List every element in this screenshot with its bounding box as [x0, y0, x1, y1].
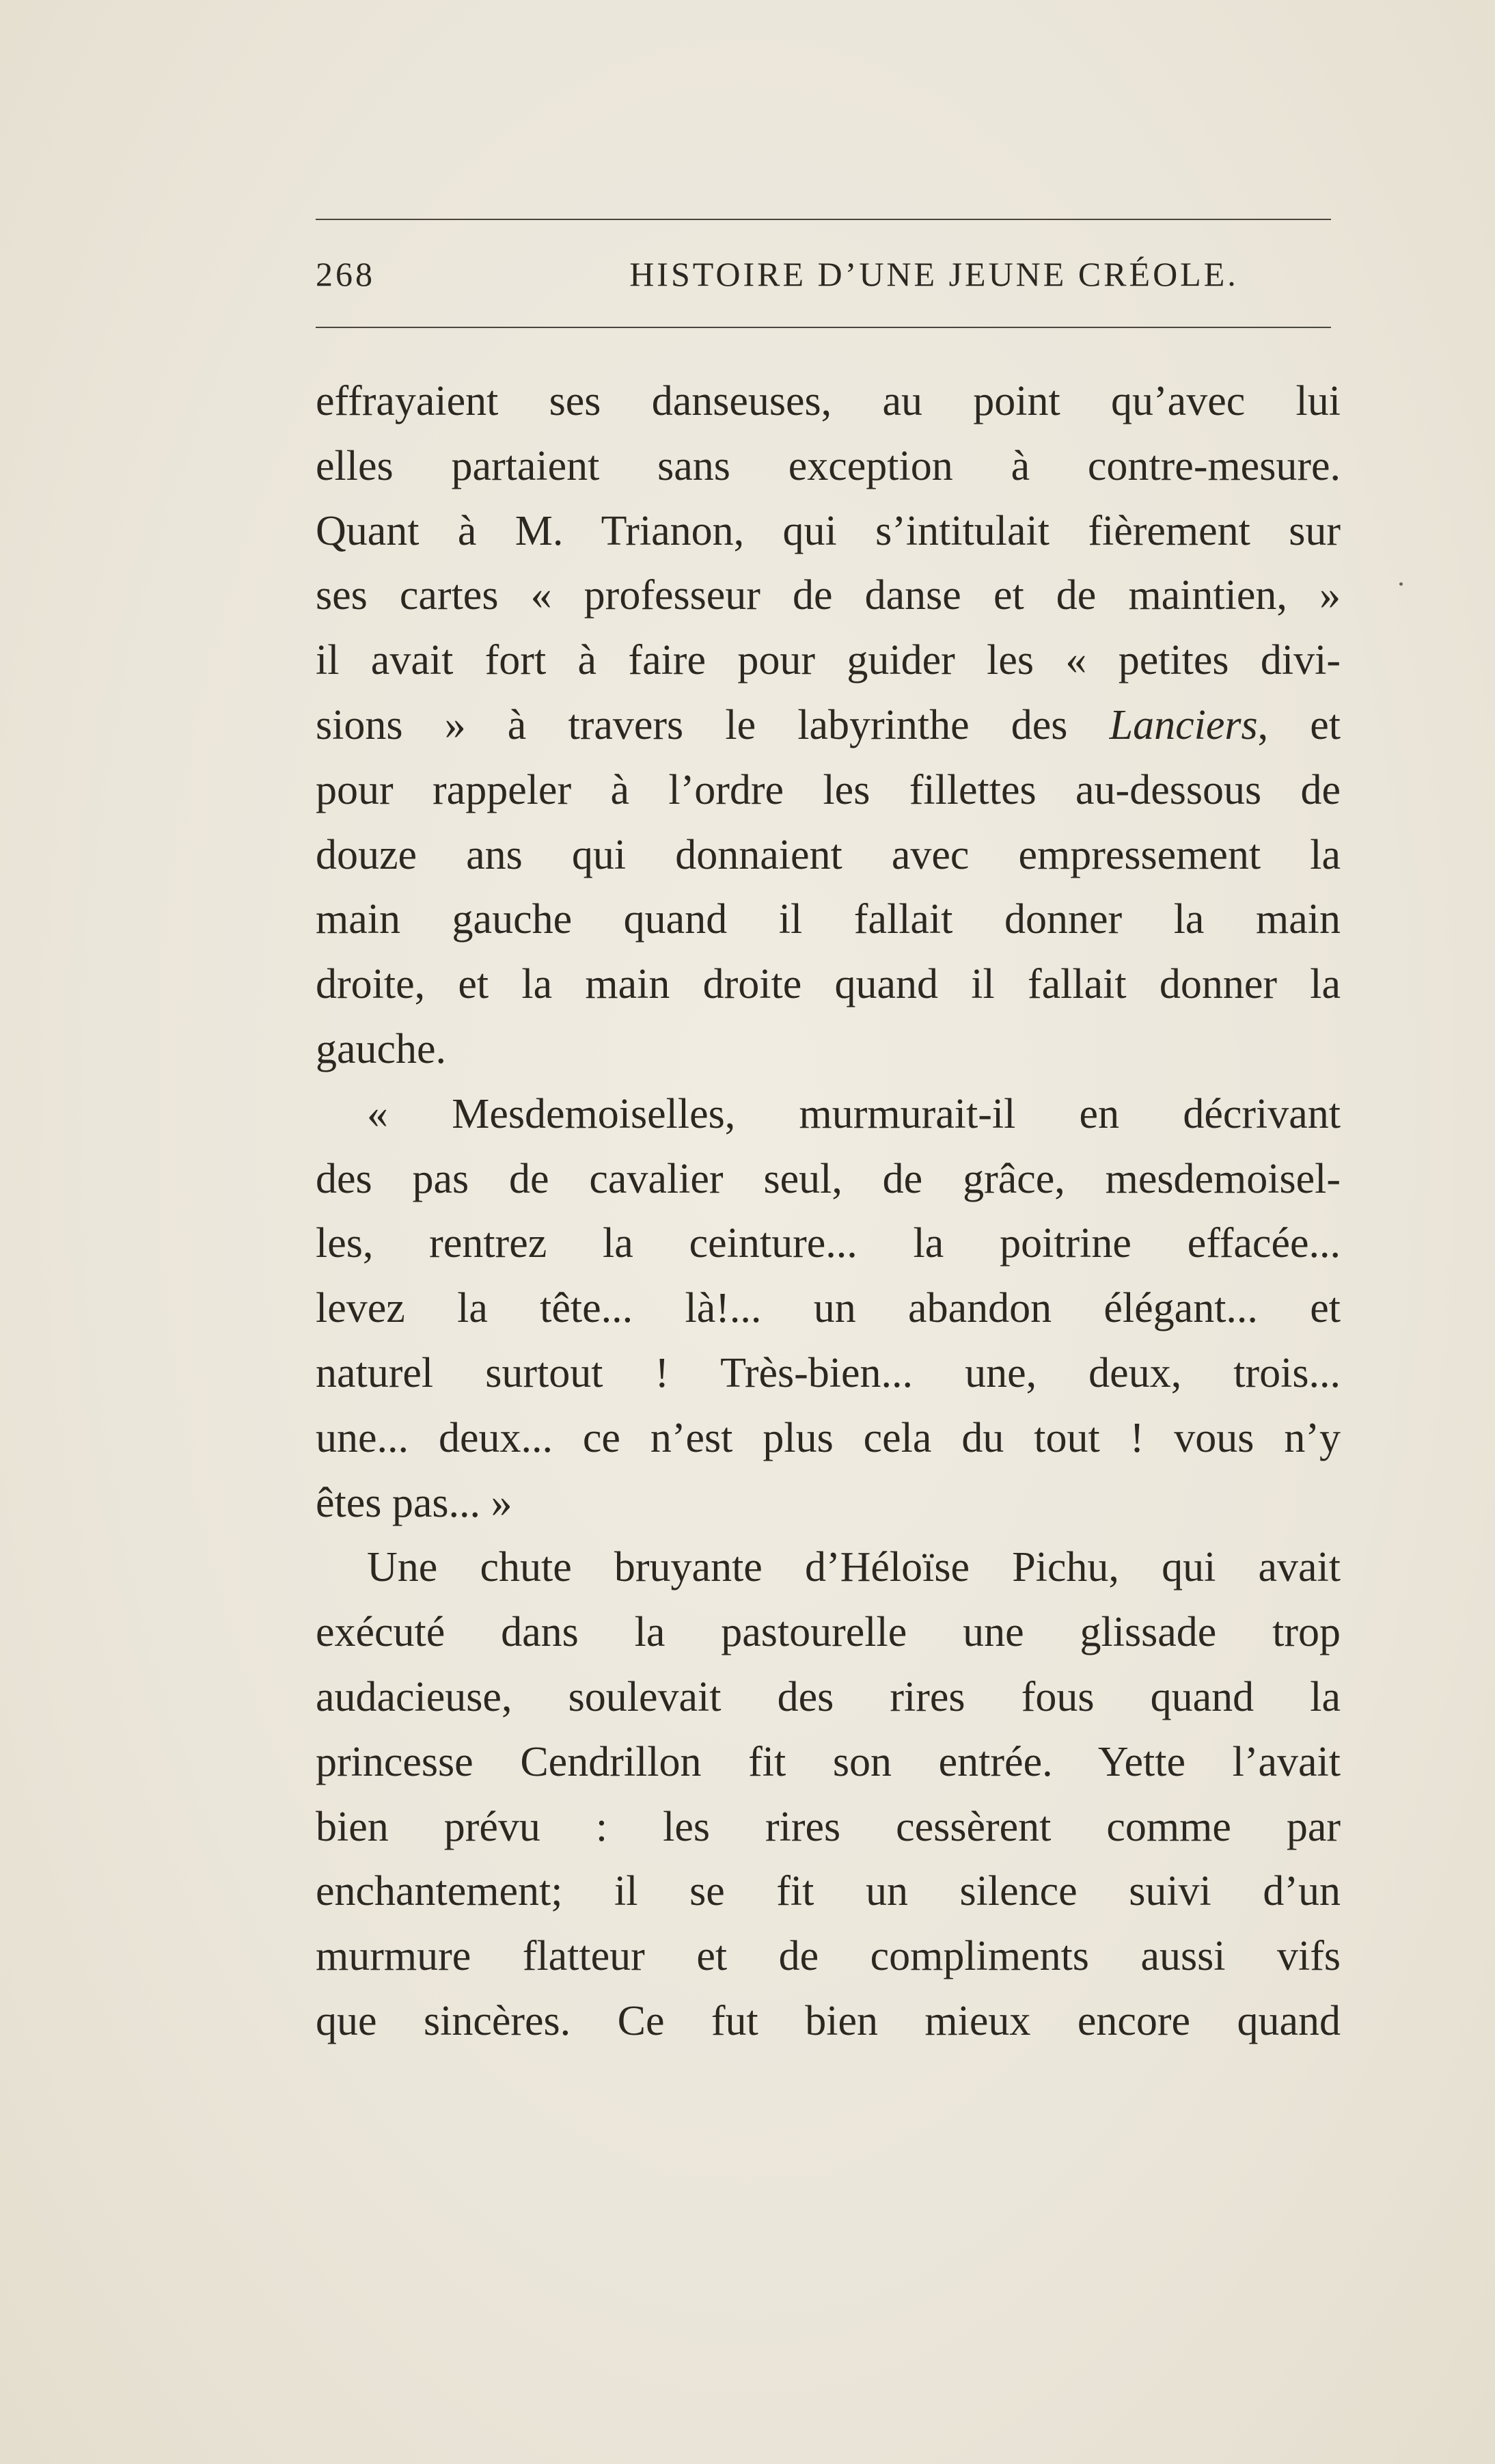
text-line: une... deux... ce n’est plus cela du tout ! vous n’y [316, 1414, 1341, 1461]
text-line: elles partaient sans exception à contre-mesure. [316, 442, 1341, 489]
page-number: 268 [316, 255, 375, 293]
text-line: les, rentrez la ceinture... la poitrine effacée... [316, 1220, 1341, 1267]
text-line: bien prévu : les rires cessèrent comme par [316, 1803, 1341, 1850]
text-line: naturel surtout ! Très-bien... une, deux, trois... [316, 1349, 1341, 1396]
header-bottom-rule [316, 327, 1331, 328]
text-line: ses cartes « professeur de danse et de maintien, » [316, 572, 1341, 619]
text-line: « Mesdemoiselles, murmurait-il en décrivant [367, 1090, 1341, 1137]
text-line: audacieuse, soulevait des rires fous quand la [316, 1673, 1341, 1720]
text-line: main gauche quand il fallait donner la main [316, 896, 1341, 943]
text-line: Quant à M. Trianon, qui s’intitulait fièrement sur [316, 507, 1341, 554]
running-title: HISTOIRE D’UNE JEUNE CRÉOLE. [629, 255, 1239, 293]
text-line [316, 693, 1341, 758]
text-line: des pas de cavalier seul, de grâce, mesdemoisel- [316, 1155, 1341, 1202]
text-line: enchantement; il se fit un silence suivi d’un [316, 1868, 1341, 1915]
text-line: droite, et la main droite quand il fallait donner la [316, 961, 1341, 1008]
text-line: douze ans qui donnaient avec empressement la [316, 831, 1341, 878]
italic-title-lanciers: Lanciers [1109, 701, 1258, 748]
paper-speck [1399, 582, 1403, 586]
text-line: exécuté dans la pastourelle une glissade trop [316, 1609, 1341, 1656]
text-line: pour rappeler à l’ordre les fillettes au-dessous de [316, 766, 1341, 813]
text-line: êtes pas... » [316, 1479, 512, 1526]
text-fragment: , et [1257, 701, 1341, 748]
running-header [316, 254, 1331, 302]
text-line: princesse Cendrillon fit son entrée. Yette l’avait [316, 1738, 1341, 1785]
text-line: murmure flatteur et de compliments aussi vifs [316, 1933, 1341, 1980]
text-fragment: sions » à travers le labyrinthe des [316, 701, 1110, 748]
text-line: effrayaient ses danseuses, au point qu’avec lui [316, 378, 1341, 424]
text-line: que sincères. Ce fut bien mieux encore quand [316, 1997, 1341, 2044]
text-line: il avait fort à faire pour guider les « petites divi- [316, 637, 1341, 684]
text-line: levez la tête... là!... un abandon élégant... et [316, 1285, 1341, 1332]
text-line: gauche. [316, 1025, 447, 1072]
header-top-rule [316, 219, 1331, 220]
text-line: Une chute bruyante d’Héloïse Pichu, qui avait [367, 1544, 1341, 1591]
body-text [316, 369, 1341, 2054]
